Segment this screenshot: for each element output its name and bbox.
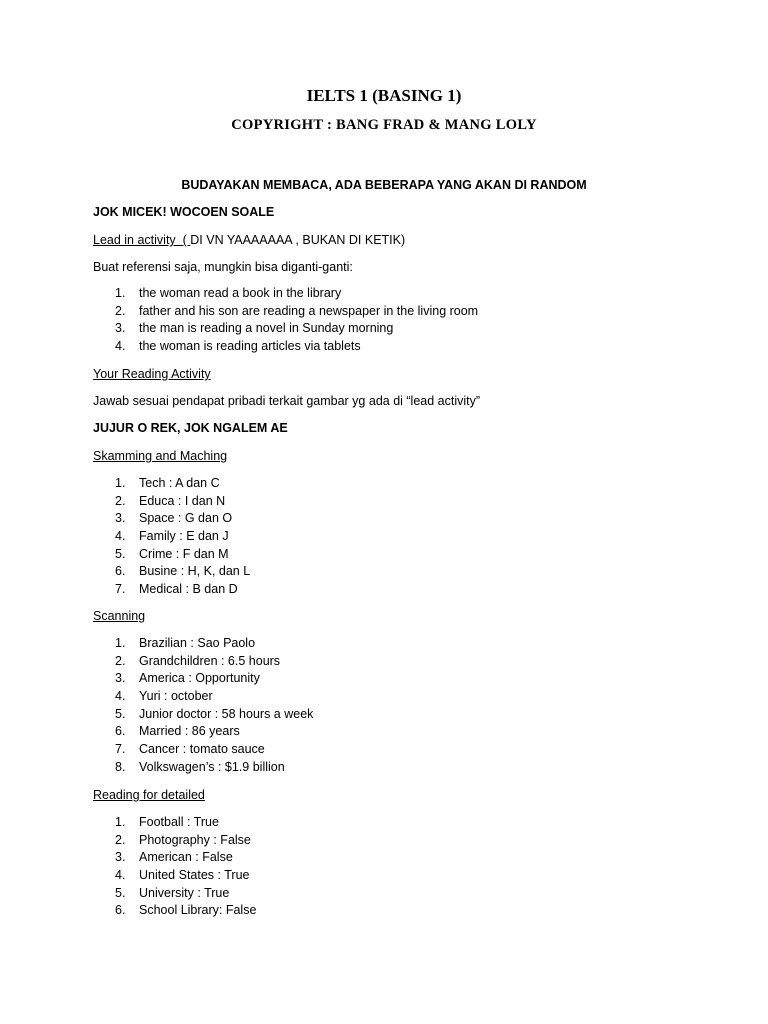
detailed-list bbox=[93, 814, 256, 920]
list-item: 4. Family : E dan J bbox=[115, 529, 229, 544]
list-item: 4. United States : True bbox=[115, 868, 250, 883]
list-item: 5. Junior doctor : 58 hours a week bbox=[115, 706, 314, 721]
list-item: 2. father and his son are reading a newspaper in the living room bbox=[115, 303, 479, 318]
jok-micek-line: JOK MICEK! WOCOEN SOALE bbox=[93, 205, 275, 219]
scanning-heading: Scanning bbox=[93, 609, 146, 623]
list-item: 3. the man is reading a novel in Sunday morning bbox=[115, 321, 394, 336]
list-item: 1. Brazilian : Sao Paolo bbox=[115, 636, 256, 650]
list-item: 1. Football : True bbox=[115, 815, 219, 829]
scanning-list bbox=[93, 635, 313, 777]
list-item: 8. Volkswagen’s : $1.9 billion bbox=[115, 759, 285, 774]
lead-in-heading-rest: DI VN YAAAAAAA , BUKAN DI KETIK) bbox=[190, 233, 406, 247]
list-item: 3. Space : G dan O bbox=[115, 511, 233, 526]
reading-detailed-heading: Reading for detailed bbox=[93, 788, 205, 802]
lead-in-heading bbox=[93, 233, 405, 247]
heading-random: BUDAYAKAN MEMBACA, ADA BEBERAPA YANG AKAN DI RANDOM bbox=[181, 178, 587, 192]
list-item: 6. Busine : H, K, dan L bbox=[115, 564, 251, 579]
list-item: 4. the woman is reading articles via tablets bbox=[115, 339, 361, 354]
list-item: 4. Yuri : october bbox=[115, 689, 213, 704]
list-item: 1. the woman read a book in the library bbox=[115, 286, 342, 300]
list-item: 5. Crime : F dan M bbox=[115, 546, 229, 561]
skamming-heading: Skamming and Maching bbox=[93, 449, 228, 463]
list-item: 3. America : Opportunity bbox=[115, 671, 260, 686]
list-item: 2. Educa : I dan N bbox=[115, 493, 226, 508]
list-item: 3. American : False bbox=[115, 850, 233, 865]
copyright-line: COPYRIGHT : BANG FRAD & MANG LOLY bbox=[231, 117, 537, 133]
jawab-line: Jawab sesuai pendapat pribadi terkait gambar yg ada di “lead activity” bbox=[93, 394, 481, 408]
list-item: 2. Photography : False bbox=[115, 832, 251, 847]
jujur-line: JUJUR O REK, JOK NGALEM AE bbox=[93, 421, 288, 435]
lead-in-list bbox=[93, 285, 478, 356]
your-reading-heading: Your Reading Activity bbox=[93, 367, 211, 381]
referensi-line: Buat referensi saja, mungkin bisa diganti-ganti: bbox=[93, 260, 353, 274]
list-item: 1. Tech : A dan C bbox=[115, 476, 220, 490]
list-item: 7. Medical : B dan D bbox=[115, 582, 238, 597]
list-item: 6. School Library: False bbox=[115, 903, 257, 918]
document-title: IELTS 1 (BASING 1) bbox=[306, 86, 462, 105]
list-item: 2. Grandchildren : 6.5 hours bbox=[115, 653, 281, 668]
skamming-list bbox=[93, 475, 250, 599]
list-item: 5. University : True bbox=[115, 885, 230, 900]
list-item: 7. Cancer : tomato sauce bbox=[115, 742, 265, 757]
lead-in-heading-underlined: Lead in activity ( bbox=[93, 233, 191, 247]
list-item: 6. Married : 86 years bbox=[115, 724, 240, 739]
